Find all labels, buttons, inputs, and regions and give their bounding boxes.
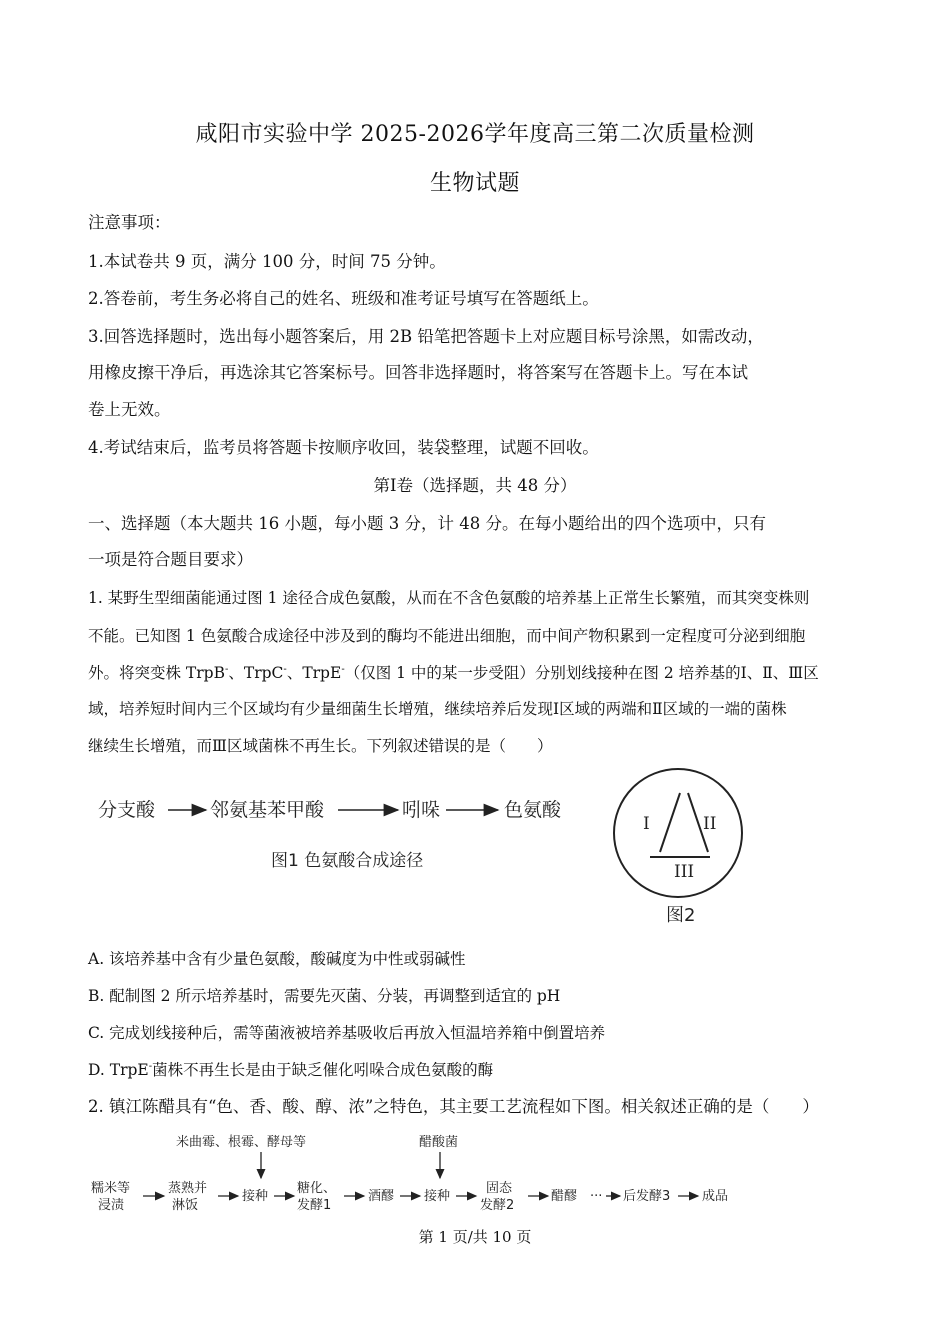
- section-intro-a: 一、选择题（本大题共 16 小题，每小题 3 分，计 48 分。在每小题给出的四个选项中，只有: [88, 514, 766, 533]
- streak-line-1: [660, 793, 680, 852]
- note-4: 4.考试结束后，监考员将答题卡按顺序收回，装袋整理，试题不回收。: [88, 438, 599, 457]
- flow-step-6: 接种: [424, 1189, 451, 1204]
- q2-process-flow: [88, 1132, 748, 1224]
- flow-top-label-2: 醋酸菌: [419, 1135, 459, 1150]
- region-label-1: I: [643, 814, 650, 834]
- flow-step-8: 醋醪: [551, 1189, 578, 1204]
- flow-step-5: 酒醪: [368, 1189, 395, 1204]
- note-3a: 3.回答选择题时，选出每小题答案后，用 2B 铅笔把答题卡上对应题目标号涂黑，如需改动，: [88, 327, 764, 346]
- q1-option-a: A. 该培养基中含有少量色氨酸，酸碱度为中性或弱碱性: [88, 950, 466, 968]
- flow-step-7b: 发酵2: [480, 1198, 515, 1213]
- page-footer: 第 1 页/共 10 页: [418, 1228, 532, 1246]
- q1-line-1: 1. 某野生型细菌能通过图 1 途径合成色氨酸，从而在不含色氨酸的培养基上正常生长繁殖，而其突变株则: [88, 589, 810, 607]
- notes-heading: 注意事项：: [88, 213, 171, 232]
- q1-option-b: B. 配制图 2 所示培养基时，需要先灭菌、分装，再调整到适宜的 pH: [88, 987, 561, 1005]
- region-label-3: III: [674, 862, 695, 882]
- flow-step-4a: 糖化、: [297, 1181, 337, 1196]
- pathway-step-4: 色氨酸: [504, 799, 562, 821]
- q1-line-4: 域，培养短时间内三个区域均有少量细菌生长增殖，继续培养后发现Ⅰ区域的两端和Ⅱ区域的一端的菌株: [88, 700, 787, 718]
- exam-subtitle: 生物试题: [429, 171, 520, 196]
- figure-1-caption: 图1 色氨酸合成途径: [271, 851, 424, 871]
- figure-1-pathway: [88, 778, 598, 888]
- flow-step-9: 后发酵3: [623, 1189, 671, 1204]
- flow-step-10: 成品: [702, 1189, 729, 1204]
- q1-option-c: C. 完成划线接种后，需等菌液被培养基吸收后再放入恒温培养箱中倒置培养: [88, 1024, 606, 1042]
- flow-top-label-1: 米曲霉、根霉、酵母等: [176, 1135, 307, 1150]
- note-2: 2.答卷前，考生务必将自己的姓名、班级和准考证号填写在答题纸上。: [88, 289, 599, 308]
- q1-line-2: 不能。已知图 1 色氨酸合成途径中涉及到的酶均不能进出细胞，而中间产物积累到一定程度可分泌到细胞: [88, 627, 806, 645]
- note-3b: 用橡皮擦干净后，再选涂其它答案标号。回答非选择题时，将答案写在答题卡上。写在本试: [88, 363, 748, 382]
- q2-stem: 2. 镇江陈醋具有“色、香、酸、醇、浓”之特色，其主要工艺流程如下图。相关叙述正确的是（ ）: [88, 1097, 819, 1116]
- pathway-step-1: 分支酸: [98, 799, 156, 821]
- exam-title: 咸阳市实验中学 2025-2026学年度高三第二次质量检测: [195, 122, 755, 147]
- figure-2-caption: 图2: [666, 905, 696, 926]
- pathway-step-2: 邻氨基苯甲酸: [210, 799, 325, 821]
- note-3c: 卷上无效。: [88, 400, 171, 419]
- region-label-2: II: [703, 814, 717, 834]
- q1-line-5: 继续生长增殖，而Ⅲ区域菌株不再生长。下列叙述错误的是（ ）: [88, 737, 553, 755]
- q1-line-3: 外。将突变株 TrpB-、TrpC-、TrpE-（仅图 1 中的某一步受阻）分别划线接种在图 2 培养基的Ⅰ、Ⅱ、Ⅲ区: [88, 663, 819, 682]
- pathway-step-3: 吲哚: [402, 799, 441, 821]
- flow-step-2a: 蒸熟并: [168, 1181, 208, 1196]
- section-intro-b: 一项是符合题目要求）: [88, 550, 253, 569]
- figure-2-dish: [610, 765, 760, 930]
- flow-step-2b: 淋饭: [172, 1198, 199, 1213]
- flow-step-1a: 糯米等: [91, 1181, 131, 1196]
- flow-step-3: 接种: [242, 1189, 269, 1204]
- flow-step-1b: 浸渍: [98, 1198, 125, 1213]
- flow-step-4b: 发酵1: [297, 1198, 332, 1213]
- q1-option-d: D. TrpE-菌株不再生长是由于缺乏催化吲哚合成色氨酸的酶: [88, 1060, 494, 1079]
- volume-heading: 第Ⅰ卷（选择题，共 48 分）: [373, 476, 577, 495]
- flow-step-7a: 固态: [486, 1181, 513, 1196]
- flow-ellipsis: ···: [590, 1189, 603, 1204]
- note-1: 1.本试卷共 9 页，满分 100 分，时间 75 分钟。: [88, 252, 446, 271]
